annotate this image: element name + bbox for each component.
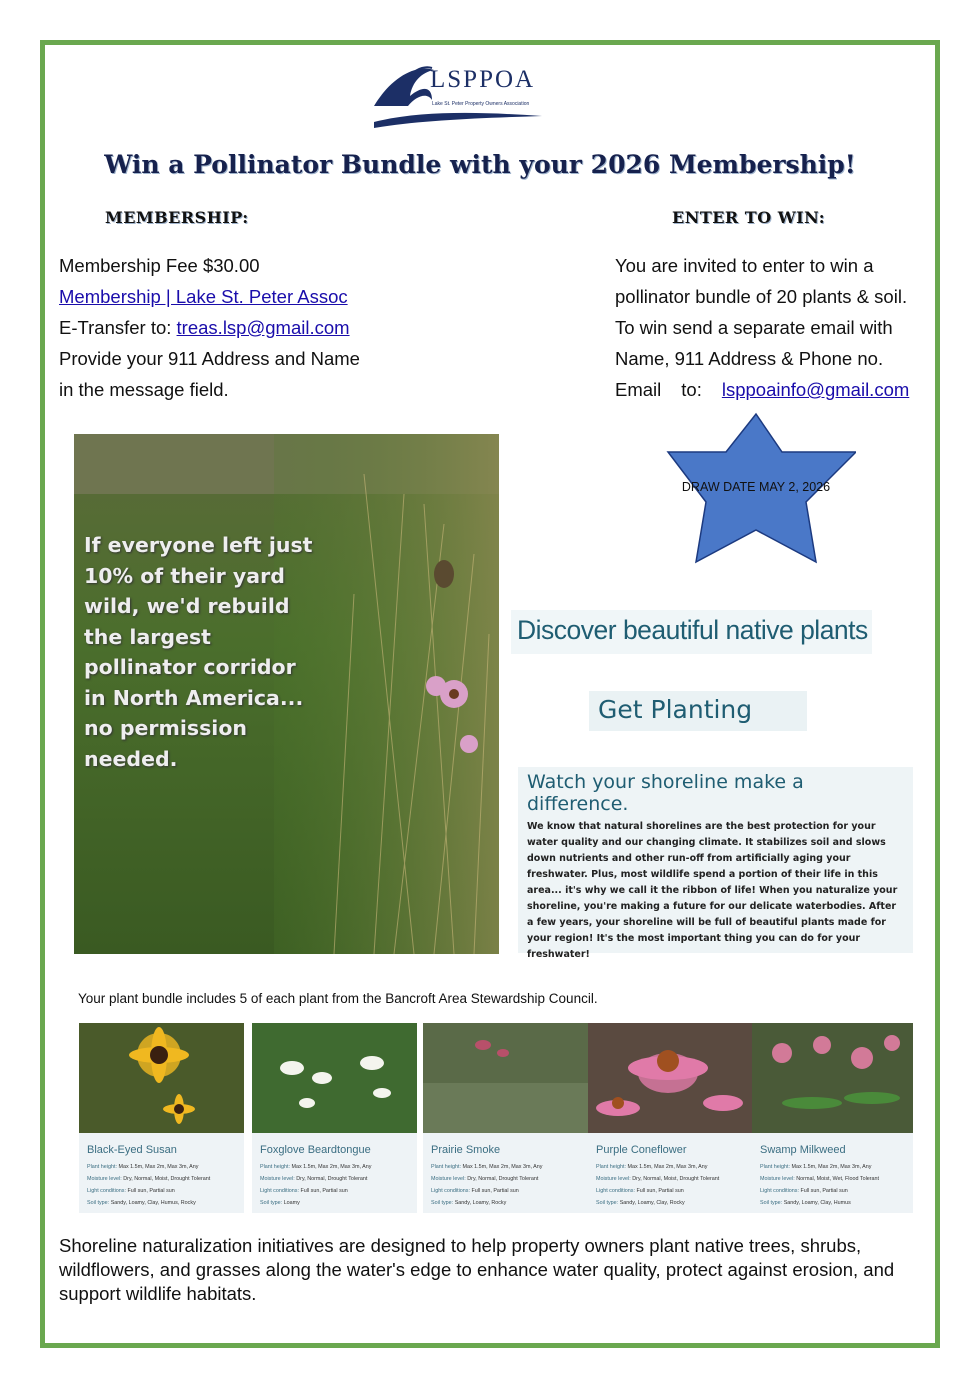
discover-banner: Discover beautiful native plants xyxy=(511,610,872,654)
enter-line-4: Name, 911 Address & Phone no. xyxy=(615,348,884,369)
etransfer-email-link[interactable]: treas.lsp@gmail.com xyxy=(176,317,350,338)
plant-name: Black-Eyed Susan xyxy=(87,1144,177,1156)
height-label: Plant height: xyxy=(760,1164,790,1170)
etransfer-label: E-Transfer to: xyxy=(59,317,172,338)
height-label: Plant height: xyxy=(260,1164,290,1170)
height-label: Plant height: xyxy=(87,1164,117,1170)
moisture-value: Normal, Moist, Wet, Flood Tolerant xyxy=(796,1176,880,1182)
moisture-value: Dry, Normal, Drought Tolerant xyxy=(467,1176,539,1182)
plant-name: Purple Coneflower xyxy=(596,1144,687,1156)
light-value: Full sun, Partial sun xyxy=(300,1188,348,1194)
height-value: Max 1.5m, Max 2m, Max 3m, Any xyxy=(462,1164,543,1170)
enter-email-line xyxy=(615,374,909,405)
enter-to-win-heading: ENTER TO WIN: xyxy=(672,208,826,227)
light-value: Full sun, Partial sun xyxy=(127,1188,175,1194)
plant-name: Swamp Milkweed xyxy=(760,1144,846,1156)
email-label: Email xyxy=(615,379,662,400)
swamp-milkweed-image xyxy=(752,1023,913,1133)
prairie-smoke-image xyxy=(423,1023,588,1133)
soil-value: Sandy, Loamy, Clay, Humus xyxy=(783,1200,851,1206)
height-value: Max 1.5m, Max 2m, Max 3m, Any xyxy=(118,1164,199,1170)
meadow-photo xyxy=(74,434,499,954)
plant-card-purple-coneflower xyxy=(588,1023,753,1213)
height-value: Max 1.5m, Max 2m, Max 3m, Any xyxy=(291,1164,372,1170)
moisture-label: Moisture level: xyxy=(87,1176,122,1182)
black-eyed-susan-image xyxy=(79,1023,244,1133)
soil-label: Soil type: xyxy=(87,1200,110,1206)
soil-value: Sandy, Loamy, Clay, Rocky xyxy=(619,1200,685,1206)
photo-quote: If everyone left just 10% of their yard wild, we'd rebuild the largest pollinator corridor in North America... no permission needed. xyxy=(84,533,313,771)
soil-value: Sandy, Loamy, Clay, Humus, Rocky xyxy=(110,1200,196,1206)
plant-card-prairie-smoke xyxy=(423,1023,588,1213)
page-headline: Win a Pollinator Bundle with your 2026 Membership! xyxy=(104,150,856,179)
membership-details xyxy=(59,250,360,405)
plant-name: Prairie Smoke xyxy=(431,1144,501,1156)
membership-link[interactable]: Membership | Lake St. Peter Assoc xyxy=(59,286,348,307)
light-value: Full sun, Partial sun xyxy=(800,1188,848,1194)
logo-subtitle: Lake St. Peter Property Owners Association xyxy=(432,101,530,107)
get-planting-banner: Get Planting xyxy=(589,691,807,731)
etransfer-line xyxy=(59,312,360,343)
enter-line-2: pollinator bundle of 20 plants & soil. xyxy=(615,286,908,307)
enter-line-3: To win send a separate email with xyxy=(615,317,893,338)
draw-date-label: DRAW DATE MAY 2, 2026 xyxy=(681,480,831,494)
purple-coneflower-image xyxy=(588,1023,753,1133)
soil-value: Loamy xyxy=(283,1200,300,1206)
light-label: Light conditions: xyxy=(260,1188,299,1194)
plant-name: Foxglove Beardtongue xyxy=(260,1144,371,1156)
moisture-value: Dry, Normal, Moist, Drought Tolerant xyxy=(632,1176,720,1182)
soil-label: Soil type: xyxy=(260,1200,283,1206)
plant-card-swamp-milkweed xyxy=(752,1023,913,1213)
height-value: Max 1.5m, Max 2m, Max 3m, Any xyxy=(791,1164,872,1170)
moisture-value: Dry, Normal, Drought Tolerant xyxy=(296,1176,368,1182)
height-label: Plant height: xyxy=(431,1164,461,1170)
shoreline-title: Watch your shoreline make a difference. xyxy=(527,771,804,815)
height-value: Max 1.5m, Max 2m, Max 3m, Any xyxy=(627,1164,708,1170)
light-label: Light conditions: xyxy=(760,1188,799,1194)
moisture-label: Moisture level: xyxy=(431,1176,466,1182)
light-label: Light conditions: xyxy=(87,1188,126,1194)
lsppoa-logo xyxy=(372,56,552,134)
light-label: Light conditions: xyxy=(431,1188,470,1194)
naturalization-paragraph: Shoreline naturalization initiatives are designed to help property owners plant native trees, shrubs, wildflowers, and grasses along the water's edge to enhance water quality, protect against erosion, and support wildlife habitats. xyxy=(59,1235,895,1304)
moisture-label: Moisture level: xyxy=(596,1176,631,1182)
plant-card-black-eyed-susan xyxy=(79,1023,244,1213)
shoreline-box xyxy=(518,767,913,960)
soil-label: Soil type: xyxy=(431,1200,454,1206)
light-label: Light conditions: xyxy=(596,1188,635,1194)
membership-instruction-1: Provide your 911 Address and Name xyxy=(59,348,360,369)
soil-value: Sandy, Loamy, Rocky xyxy=(454,1200,507,1206)
moisture-label: Moisture level: xyxy=(260,1176,295,1182)
membership-instruction-2: in the message field. xyxy=(59,379,229,400)
membership-heading: MEMBERSHIP: xyxy=(105,208,249,227)
light-value: Full sun, Partial sun xyxy=(471,1188,519,1194)
enter-details xyxy=(615,250,909,405)
enter-line-1: You are invited to enter to win a xyxy=(615,255,874,276)
soil-label: Soil type: xyxy=(596,1200,619,1206)
email-to-label: to: xyxy=(681,379,702,400)
moisture-value: Dry, Normal, Moist, Drought Tolerant xyxy=(123,1176,211,1182)
logo-wordmark: LSPPOA xyxy=(430,66,536,93)
soil-label: Soil type: xyxy=(760,1200,783,1206)
bundle-intro: Your plant bundle includes 5 of each plant from the Bancroft Area Stewardship Council. xyxy=(78,991,598,1006)
plant-card-foxglove-beardtongue xyxy=(252,1023,417,1213)
height-label: Plant height: xyxy=(596,1164,626,1170)
foxglove-beardtongue-image xyxy=(252,1023,417,1133)
shoreline-body: We know that natural shorelines are the best protection for your water quality and our changing climate. It stabilizes soil and slows down nutrients and other run-off from artificially aging your freshwater. Plus, most wildlife spend a portion of their life in this area... it's why we call it the ribbon of life! When you naturalize your shoreline, you're making a future for our delicate waterbodies. After a few years, your shoreline will be full of beautiful plants made for your region! It's the most important thing you can do for your freshwater! xyxy=(527,821,898,960)
light-value: Full sun, Partial sun xyxy=(636,1188,684,1194)
moisture-label: Moisture level: xyxy=(760,1176,795,1182)
membership-fee: Membership Fee $30.00 xyxy=(59,255,260,276)
contest-email-link[interactable]: lsppoainfo@gmail.com xyxy=(721,379,910,400)
